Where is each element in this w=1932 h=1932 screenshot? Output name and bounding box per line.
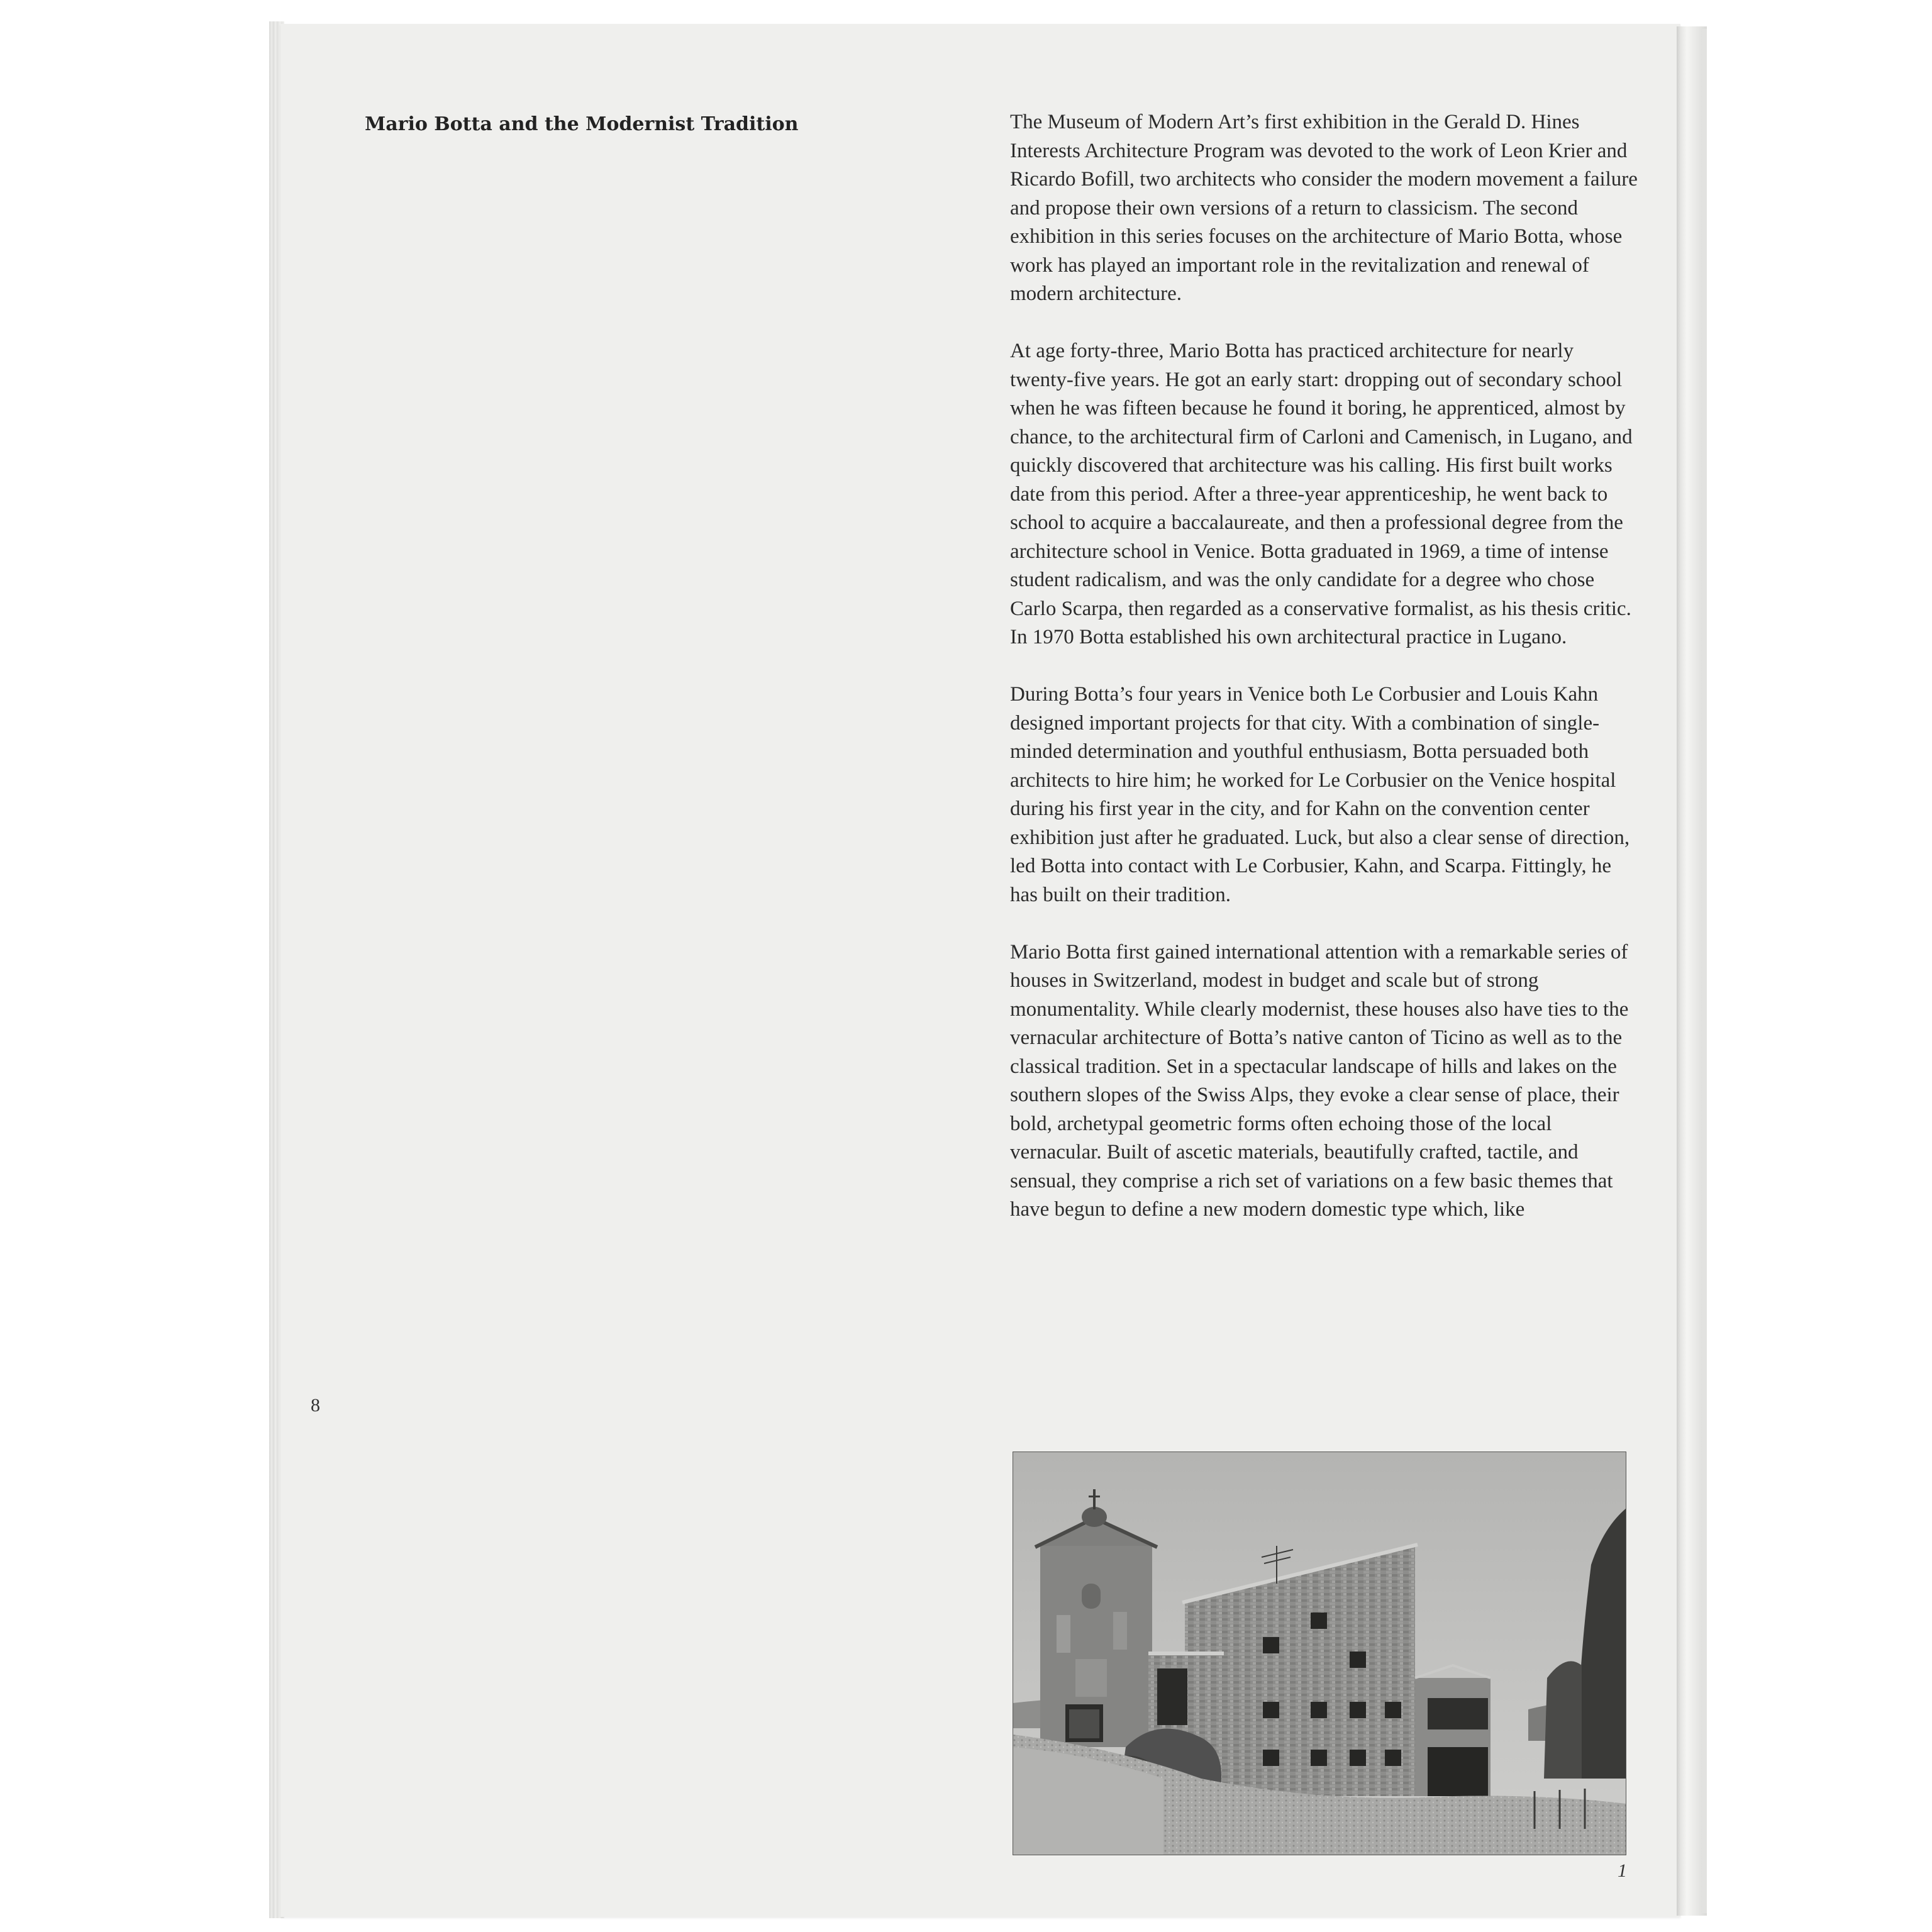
page-number-right: 1 (1618, 1860, 1627, 1881)
page-number-left: 8 (311, 1395, 320, 1416)
paragraph: During Botta’s four years in Venice both Le Corbusier and Louis Kahn designed important projects for that city. With a combination of single-minded determination and youthful enthusiasm, Botta persuaded both architects to hire him; he worked for Le Corbusier on the Venice hospital during his first year in the city, and for Kahn on the convention center exhibition just after he graduated. Luck, but also a clear sense of direction, led Botta into contact with Le Corbusier, Kahn, and Scarpa. Fittingly, he has built on their tradition. (1010, 683, 1630, 906)
page-heading: Mario Botta and the Modernist Tradition (365, 113, 799, 135)
paragraph: Mario Botta first gained international attention with a remarkable series of houses in Switzerland, modest in budget and scale but of strong monumentality. While clearly modernist, these houses also have ties to the vernacular architecture of Botta’s native canton of Ticino as well as to the classical tradition. Set in a spectacular landscape of hills and lakes on the southern slopes of the Swiss Alps, they evoke a clear sense of place, their bold, archetypal geometric forms often echoing those of the local vernacular. Built of ascetic materials, beautifully crafted, tactile, and sensual, they comprise a rich set of variations on a few basic themes that have begun to define a new modern domestic type which, like (1010, 940, 1629, 1221)
paragraph: At age forty-three, Mario Botta has practiced architecture for nearly twenty-five years. He got an early start: dropping out of secondary school when he was fifteen because he found it boring, he apprenticed, almost by chance, to the architectural firm of Carloni and Camenisch, in Lugano, and quickly discovered that architecture was his calling. His first built works date from this period. After a three-year apprenticeship, he went back to school to acquire a baccalaureate, and then a professional degree from the architecture school in Venice. Botta graduated in 1969, a time of intense student radicalism, and was the only candidate for a degree who chose Carlo Scarpa, then regarded as a conservative formalist, as his thesis critic. In 1970 Botta established his own architectural practice in Lugano. (1010, 340, 1633, 648)
house-photograph (1013, 1452, 1626, 1855)
next-page-edge (1702, 29, 1707, 1913)
article-body (1010, 108, 1639, 1224)
paragraph: The Museum of Modern Art’s first exhibition in the Gerald D. Hines Interests Architecture Program was devoted to the work of Leon Krier and Ricardo Bofill, two architects who consider the modern movement a failure and propose their own versions of a return to classicism. The second exhibition in this series focuses on the architecture of Mario Botta, whose work has played an important role in the revitalization and renewal of modern architecture. (1010, 111, 1638, 305)
